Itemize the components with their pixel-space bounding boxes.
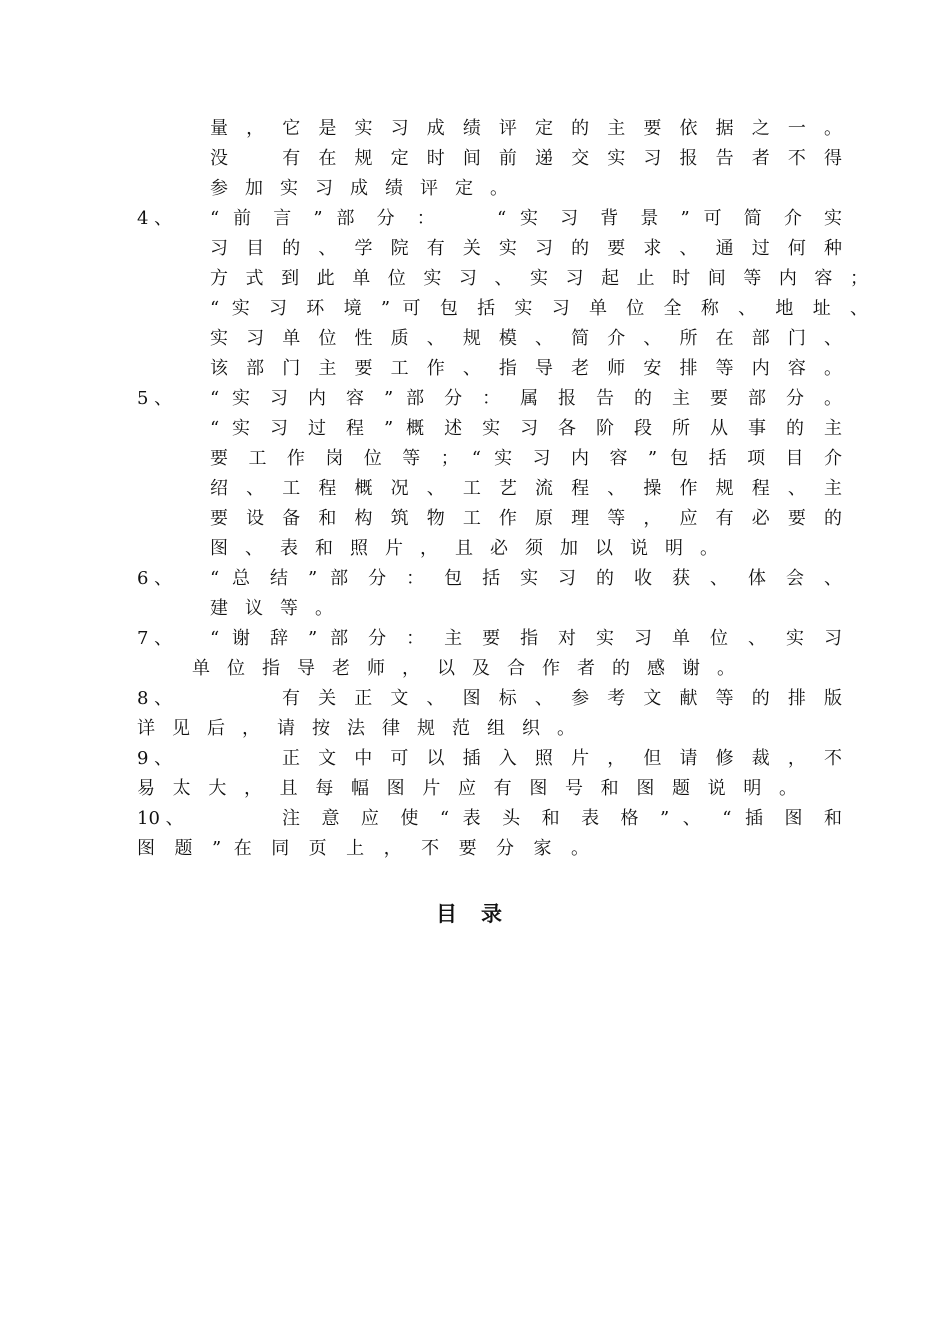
text-line: 绍 、 工 程 概 况 、 工 艺 流 程 、 操 作 规 程 、 主 xyxy=(210,478,842,499)
text-line: 方 式 到 此 单 位 实 习 、 实 习 起 止 时 间 等 内 容 ； xyxy=(210,268,868,289)
text-line: 参加实习成绩评定。 xyxy=(210,178,525,199)
list-number: 6 、 xyxy=(137,568,173,589)
text-line: 量 ， 它 是 实 习 成 绩 评 定 的 主 要 依 据 之 一 。 xyxy=(210,118,842,139)
text-line: 实 习 单 位 性 质 、 规 模 、 简 介 、 所 在 部 门 、 xyxy=(210,328,842,349)
text-line: 注 意 应 使 “ 表 头 和 表 格 ” 、 “ 插 图 和 xyxy=(282,808,842,829)
list-number: 4 、 xyxy=(137,208,173,229)
toc-heading: 目录 xyxy=(436,902,526,926)
text-line: 要 设 备 和 构 筑 物 工 作 原 理 等 ， 应 有 必 要 的 xyxy=(210,508,842,529)
text-line: “ 总 结 ” 部 分 ： 包 括 实 习 的 收 获 、 体 会 、 xyxy=(210,568,842,589)
text-line: “ 实 习 环 境 ” 可 包 括 实 习 单 位 全 称 、 地 址 、 xyxy=(210,298,868,319)
text-line: 有 关 正 文 、 图 标 、 参 考 文 献 等 的 排 版 xyxy=(282,688,842,709)
text-line: “ 实 习 内 容 ” 部 分 ： 属 报 告 的 主 要 部 分 。 xyxy=(210,388,842,409)
text-line: 易 太 大 ， 且 每 幅 图 片 应 有 图 号 和 图 题 说 明 。 xyxy=(137,778,797,799)
text-line: “ 实 习 过 程 ” 概 述 实 习 各 阶 段 所 从 事 的 主 xyxy=(210,418,842,439)
text-line: 建议等。 xyxy=(210,598,350,619)
text-line: 习 目 的 、 学 院 有 关 实 习 的 要 求 、 通 过 何 种 xyxy=(210,238,842,259)
text-line: 详见后，请按法律规范组织。 xyxy=(137,718,592,739)
text-line: “ 前 言 ” 部 分 ： “ 实 习 背 景 ” 可 简 介 实 xyxy=(210,208,842,229)
text-line: “ 谢 辞 ” 部 分 ： 主 要 指 对 实 习 单 位 、 实 习 xyxy=(210,628,842,649)
text-line: 该 部 门 主 要 工 作 、 指 导 老 师 安 排 等 内 容 。 xyxy=(210,358,842,379)
text-line: 图、表和照片，且必须加以说明。 xyxy=(210,538,735,559)
text-line: 要 工 作 岗 位 等 ； “ 实 习 内 容 ” 包 括 项 目 介 xyxy=(210,448,842,469)
list-number: 10 、 xyxy=(137,808,184,829)
text-line: 单位指导老师，以及合作者的感谢。 xyxy=(192,658,752,679)
text-line: 正 文 中 可 以 插 入 照 片 ， 但 请 修 裁 ， 不 xyxy=(282,748,842,769)
list-number: 5 、 xyxy=(137,388,173,409)
text-line: 图 题 ” 在 同 页 上 ， 不 要 分 家 。 xyxy=(137,838,589,859)
list-number: 9 、 xyxy=(137,748,173,769)
text-line: 没 有 在 规 定 时 间 前 递 交 实 习 报 告 者 不 得 xyxy=(210,148,842,169)
list-number: 7 、 xyxy=(137,628,173,649)
list-number: 8 、 xyxy=(137,688,173,709)
